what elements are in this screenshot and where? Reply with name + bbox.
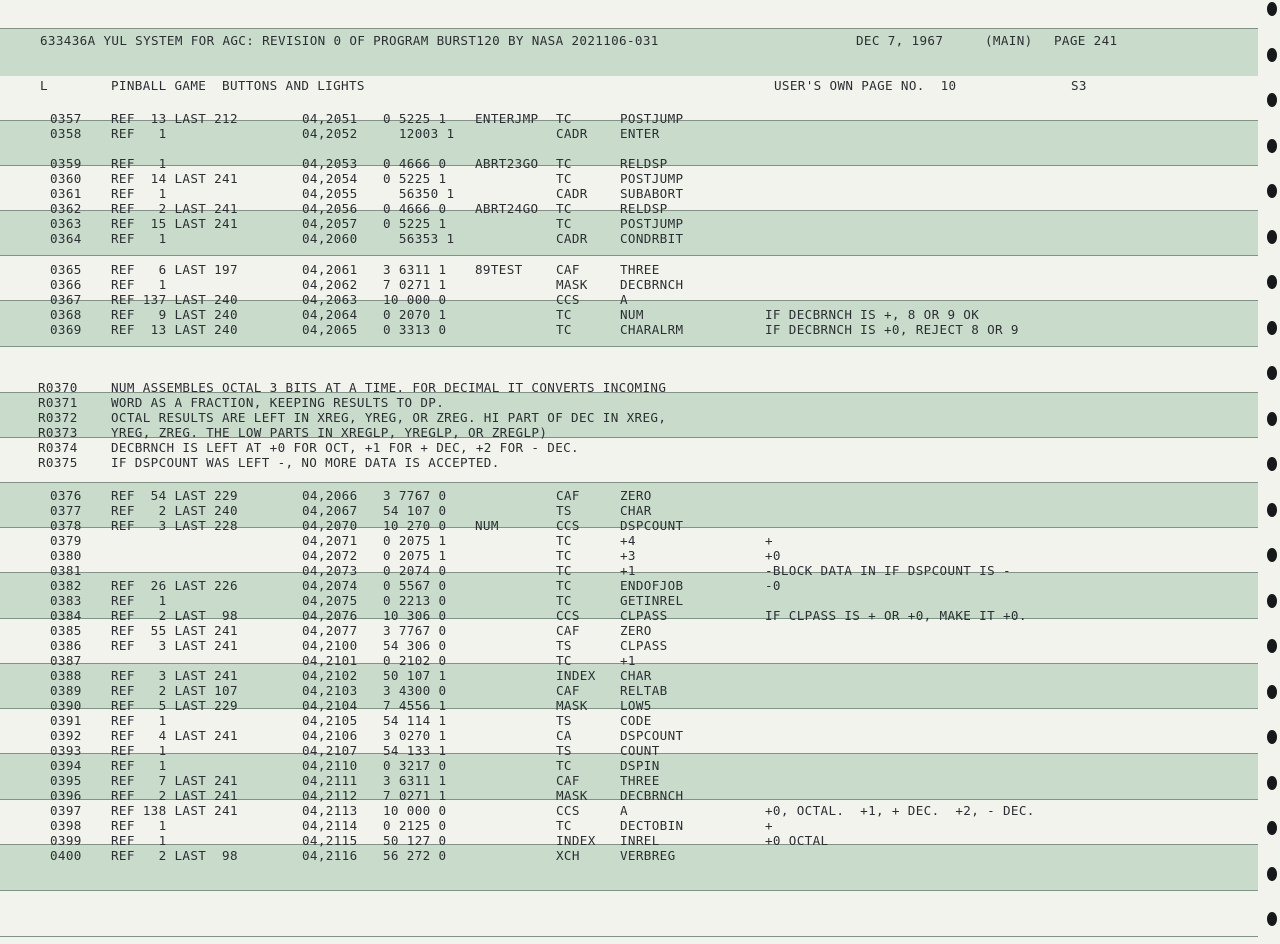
row-operand: SUBABORT	[620, 186, 684, 201]
row-opcode: CAF	[556, 262, 580, 277]
row-address: 04,2113	[302, 803, 358, 818]
row-line-number: 0368	[50, 307, 82, 322]
row-opcode: MASK	[556, 277, 588, 292]
row-address: 04,2107	[302, 743, 358, 758]
row-address: 04,2111	[302, 773, 358, 788]
row-xref: REF 1	[111, 713, 167, 728]
row-xref: REF 55 LAST 241	[111, 623, 238, 638]
remark-line-number: R0370	[38, 380, 78, 395]
band-rule	[0, 890, 1258, 891]
feed-hole	[1267, 139, 1277, 153]
row-opcode: TC	[556, 307, 572, 322]
row-address: 04,2053	[302, 156, 358, 171]
row-opcode: TC	[556, 156, 572, 171]
row-octal-word: 54 107 0	[383, 503, 447, 518]
row-operand: LOW5	[620, 698, 652, 713]
row-label: 89TEST	[475, 262, 523, 277]
row-operand: DECTOBIN	[620, 818, 684, 833]
row-opcode: CCS	[556, 803, 580, 818]
row-opcode: TC	[556, 593, 572, 608]
row-line-number: 0383	[50, 593, 82, 608]
row-octal-word: 0 2075 1	[383, 533, 447, 548]
row-address: 04,2052	[302, 126, 358, 141]
row-octal-word: 0 4666 0	[383, 201, 447, 216]
row-comment: +0	[765, 548, 781, 563]
feed-hole	[1267, 867, 1277, 881]
row-opcode: INDEX	[556, 833, 596, 848]
row-operand: CLPASS	[620, 608, 668, 623]
row-label: ABRT23GO	[475, 156, 539, 171]
row-octal-word: 56 272 0	[383, 848, 447, 863]
row-line-number: 0357	[50, 111, 82, 126]
row-opcode: TC	[556, 563, 572, 578]
row-opcode: CAF	[556, 623, 580, 638]
row-xref: REF 5 LAST 229	[111, 698, 238, 713]
row-address: 04,2110	[302, 758, 358, 773]
row-xref: REF 3 LAST 228	[111, 518, 238, 533]
row-opcode: XCH	[556, 848, 580, 863]
feed-hole	[1267, 821, 1277, 835]
row-octal-word: 56350 1	[383, 186, 455, 201]
row-xref: REF 6 LAST 197	[111, 262, 238, 277]
row-operand: COUNT	[620, 743, 660, 758]
row-opcode: TC	[556, 533, 572, 548]
row-opcode: CCS	[556, 292, 580, 307]
row-octal-word: 54 306 0	[383, 638, 447, 653]
row-line-number: 0386	[50, 638, 82, 653]
feed-hole	[1267, 321, 1277, 335]
row-xref: REF 1	[111, 743, 167, 758]
row-operand: CHAR	[620, 668, 652, 683]
row-operand: RELDSP	[620, 201, 668, 216]
row-line-number: 0395	[50, 773, 82, 788]
row-xref: REF 2 LAST 107	[111, 683, 238, 698]
row-operand: A	[620, 292, 628, 307]
row-label: ABRT24GO	[475, 201, 539, 216]
row-address: 04,2112	[302, 788, 358, 803]
row-operand: THREE	[620, 262, 660, 277]
row-address: 04,2071	[302, 533, 358, 548]
row-line-number: 0390	[50, 698, 82, 713]
row-line-number: 0377	[50, 503, 82, 518]
row-comment: IF DECBRNCH IS +0, REJECT 8 OR 9	[765, 322, 1019, 337]
feed-hole	[1267, 275, 1277, 289]
row-operand: +1	[620, 653, 636, 668]
row-octal-word: 0 5567 0	[383, 578, 447, 593]
row-comment: +0 OCTAL	[765, 833, 829, 848]
row-octal-word: 3 6311 1	[383, 773, 447, 788]
row-operand: DECBRNCH	[620, 277, 684, 292]
subheader-title: PINBALL GAME BUTTONS AND LIGHTS	[111, 78, 365, 93]
row-opcode: CAF	[556, 683, 580, 698]
row-address: 04,2061	[302, 262, 358, 277]
row-address: 04,2065	[302, 322, 358, 337]
row-operand: RELTAB	[620, 683, 668, 698]
row-line-number: 0394	[50, 758, 82, 773]
row-line-number: 0393	[50, 743, 82, 758]
row-line-number: 0365	[50, 262, 82, 277]
row-xref: REF 14 LAST 241	[111, 171, 238, 186]
feed-hole	[1267, 230, 1277, 244]
row-address: 04,2074	[302, 578, 358, 593]
remark-line-number: R0371	[38, 395, 78, 410]
row-octal-word: 0 2070 1	[383, 307, 447, 322]
row-operand: ENDOFJOB	[620, 578, 684, 593]
row-address: 04,2051	[302, 111, 358, 126]
row-octal-word: 0 5225 1	[383, 111, 447, 126]
row-address: 04,2076	[302, 608, 358, 623]
row-operand: CHARALRM	[620, 322, 684, 337]
row-label: NUM	[475, 518, 499, 533]
row-line-number: 0364	[50, 231, 82, 246]
row-operand: DSPCOUNT	[620, 518, 684, 533]
row-address: 04,2066	[302, 488, 358, 503]
row-operand: NUM	[620, 307, 644, 322]
row-line-number: 0382	[50, 578, 82, 593]
row-octal-word: 3 7767 0	[383, 488, 447, 503]
row-operand: INREL	[620, 833, 660, 848]
row-xref: REF 2 LAST 240	[111, 503, 238, 518]
row-octal-word: 0 4666 0	[383, 156, 447, 171]
remark-line-number: R0374	[38, 440, 78, 455]
header-date: DEC 7, 1967	[856, 33, 944, 48]
row-octal-word: 10 000 0	[383, 292, 447, 307]
row-opcode: CADR	[556, 126, 588, 141]
row-comment: IF DECBRNCH IS +, 8 OR 9 OK	[765, 307, 980, 322]
row-address: 04,2073	[302, 563, 358, 578]
band-rule	[0, 936, 1258, 937]
row-label: ENTERJMP	[475, 111, 539, 126]
row-address: 04,2101	[302, 653, 358, 668]
row-address: 04,2054	[302, 171, 358, 186]
row-comment: -0	[765, 578, 781, 593]
remark-text: DECBRNCH IS LEFT AT +0 FOR OCT, +1 FOR + DEC, +2 FOR - DEC.	[111, 440, 579, 455]
row-xref: REF 3 LAST 241	[111, 668, 238, 683]
row-address: 04,2070	[302, 518, 358, 533]
row-line-number: 0366	[50, 277, 82, 292]
row-address: 04,2064	[302, 307, 358, 322]
row-octal-word: 0 3313 0	[383, 322, 447, 337]
row-xref: REF 137 LAST 240	[111, 292, 238, 307]
row-opcode: INDEX	[556, 668, 596, 683]
row-address: 04,2115	[302, 833, 358, 848]
row-address: 04,2114	[302, 818, 358, 833]
row-opcode: CA	[556, 728, 572, 743]
remark-text: WORD AS A FRACTION, KEEPING RESULTS TO DP.	[111, 395, 445, 410]
row-xref: REF 1	[111, 818, 167, 833]
remark-line-number: R0373	[38, 425, 78, 440]
row-address: 04,2102	[302, 668, 358, 683]
row-address: 04,2103	[302, 683, 358, 698]
feed-hole	[1267, 685, 1277, 699]
row-xref: REF 1	[111, 231, 167, 246]
feed-hole	[1267, 366, 1277, 380]
row-xref: REF 9 LAST 240	[111, 307, 238, 322]
row-address: 04,2072	[302, 548, 358, 563]
row-xref: REF 4 LAST 241	[111, 728, 238, 743]
row-address: 04,2067	[302, 503, 358, 518]
row-octal-word: 0 5225 1	[383, 171, 447, 186]
row-octal-word: 0 3217 0	[383, 758, 447, 773]
row-octal-word: 10 270 0	[383, 518, 447, 533]
row-xref: REF 2 LAST 98	[111, 608, 238, 623]
row-line-number: 0360	[50, 171, 82, 186]
row-line-number: 0363	[50, 216, 82, 231]
feed-hole	[1267, 776, 1277, 790]
row-octal-word: 0 2075 1	[383, 548, 447, 563]
feed-hole	[1267, 412, 1277, 426]
row-octal-word: 7 0271 1	[383, 277, 447, 292]
row-opcode: MASK	[556, 788, 588, 803]
row-opcode: TC	[556, 322, 572, 337]
row-operand: ENTER	[620, 126, 660, 141]
row-xref: REF 13 LAST 212	[111, 111, 238, 126]
row-operand: ZERO	[620, 488, 652, 503]
row-operand: POSTJUMP	[620, 171, 684, 186]
feed-hole	[1267, 184, 1277, 198]
row-opcode: CAF	[556, 488, 580, 503]
row-line-number: 0376	[50, 488, 82, 503]
row-operand: RELDSP	[620, 156, 668, 171]
row-opcode: CCS	[556, 518, 580, 533]
row-address: 04,2057	[302, 216, 358, 231]
row-xref: REF 3 LAST 241	[111, 638, 238, 653]
row-line-number: 0398	[50, 818, 82, 833]
row-xref: REF 1	[111, 758, 167, 773]
row-octal-word: 3 7767 0	[383, 623, 447, 638]
row-operand: DSPCOUNT	[620, 728, 684, 743]
row-operand: VERBREG	[620, 848, 676, 863]
row-address: 04,2075	[302, 593, 358, 608]
row-opcode: TC	[556, 216, 572, 231]
feed-hole	[1267, 912, 1277, 926]
remark-text: YREG, ZREG. THE LOW PARTS IN XREGLP, YREGLP, OR ZREGLP)	[111, 425, 548, 440]
feed-hole	[1267, 93, 1277, 107]
row-line-number: 0381	[50, 563, 82, 578]
row-operand: CHAR	[620, 503, 652, 518]
row-xref: REF 1	[111, 277, 167, 292]
feed-hole	[1267, 548, 1277, 562]
row-xref: REF 54 LAST 229	[111, 488, 238, 503]
row-opcode: TC	[556, 818, 572, 833]
row-xref: REF 138 LAST 241	[111, 803, 238, 818]
row-xref: REF 2 LAST 241	[111, 201, 238, 216]
row-operand: POSTJUMP	[620, 111, 684, 126]
row-octal-word: 54 114 1	[383, 713, 447, 728]
row-octal-word: 12003 1	[383, 126, 455, 141]
row-operand: DSPIN	[620, 758, 660, 773]
row-address: 04,2060	[302, 231, 358, 246]
subheader-column-code: L	[40, 78, 48, 93]
row-opcode: TC	[556, 201, 572, 216]
row-opcode: CAF	[556, 773, 580, 788]
row-operand: DECBRNCH	[620, 788, 684, 803]
row-comment: IF CLPASS IS + OR +0, MAKE IT +0.	[765, 608, 1027, 623]
remark-line-number: R0372	[38, 410, 78, 425]
row-octal-word: 0 5225 1	[383, 216, 447, 231]
row-opcode: CADR	[556, 231, 588, 246]
row-octal-word: 3 4300 0	[383, 683, 447, 698]
row-xref: REF 2 LAST 98	[111, 848, 238, 863]
feed-hole	[1267, 639, 1277, 653]
row-opcode: CADR	[556, 186, 588, 201]
row-operand: +4	[620, 533, 636, 548]
feed-hole	[1267, 48, 1277, 62]
remark-text: IF DSPCOUNT WAS LEFT -, NO MORE DATA IS ACCEPTED.	[111, 455, 500, 470]
row-opcode: TC	[556, 548, 572, 563]
row-line-number: 0389	[50, 683, 82, 698]
row-comment: +0, OCTAL. +1, + DEC. +2, - DEC.	[765, 803, 1035, 818]
row-operand: THREE	[620, 773, 660, 788]
row-line-number: 0379	[50, 533, 82, 548]
header-page: PAGE 241	[1054, 33, 1118, 48]
row-octal-word: 0 2125 0	[383, 818, 447, 833]
row-line-number: 0384	[50, 608, 82, 623]
row-opcode: MASK	[556, 698, 588, 713]
row-xref: REF 1	[111, 833, 167, 848]
row-comment: +	[765, 818, 773, 833]
row-address: 04,2104	[302, 698, 358, 713]
row-xref: REF 1	[111, 186, 167, 201]
users-page-number: USER'S OWN PAGE NO. 10	[774, 78, 957, 93]
row-octal-word: 3 6311 1	[383, 262, 447, 277]
row-xref: REF 26 LAST 226	[111, 578, 238, 593]
row-octal-word: 54 133 1	[383, 743, 447, 758]
header-line: 633436A YUL SYSTEM FOR AGC: REVISION 0 OF PROGRAM BURST120 BY NASA 2021106-031	[40, 33, 659, 48]
row-opcode: TC	[556, 758, 572, 773]
row-address: 04,2106	[302, 728, 358, 743]
row-address: 04,2055	[302, 186, 358, 201]
row-operand: CODE	[620, 713, 652, 728]
row-line-number: 0361	[50, 186, 82, 201]
row-line-number: 0400	[50, 848, 82, 863]
row-octal-word: 7 0271 1	[383, 788, 447, 803]
row-address: 04,2063	[302, 292, 358, 307]
row-opcode: CCS	[556, 608, 580, 623]
row-xref: REF 15 LAST 241	[111, 216, 238, 231]
row-address: 04,2077	[302, 623, 358, 638]
feed-hole	[1267, 594, 1277, 608]
row-line-number: 0367	[50, 292, 82, 307]
row-address: 04,2056	[302, 201, 358, 216]
row-line-number: 0358	[50, 126, 82, 141]
row-line-number: 0362	[50, 201, 82, 216]
row-line-number: 0399	[50, 833, 82, 848]
row-xref: REF 2 LAST 241	[111, 788, 238, 803]
feed-hole	[1267, 503, 1277, 517]
row-octal-word: 10 000 0	[383, 803, 447, 818]
row-opcode: TS	[556, 743, 572, 758]
row-operand: +1	[620, 563, 636, 578]
row-line-number: 0385	[50, 623, 82, 638]
row-line-number: 0387	[50, 653, 82, 668]
row-address: 04,2105	[302, 713, 358, 728]
row-comment: +	[765, 533, 773, 548]
row-line-number: 0380	[50, 548, 82, 563]
row-address: 04,2062	[302, 277, 358, 292]
header-main: (MAIN)	[985, 33, 1033, 48]
row-operand: CONDRBIT	[620, 231, 684, 246]
row-address: 04,2116	[302, 848, 358, 863]
row-line-number: 0359	[50, 156, 82, 171]
row-operand: GETINREL	[620, 593, 684, 608]
row-xref: REF 1	[111, 593, 167, 608]
row-octal-word: 0 2213 0	[383, 593, 447, 608]
row-line-number: 0391	[50, 713, 82, 728]
row-operand: POSTJUMP	[620, 216, 684, 231]
row-operand: +3	[620, 548, 636, 563]
row-octal-word: 0 2074 0	[383, 563, 447, 578]
row-operand: ZERO	[620, 623, 652, 638]
row-opcode: TC	[556, 111, 572, 126]
row-comment: -BLOCK DATA IN IF DSPCOUNT IS -	[765, 563, 1011, 578]
feed-hole	[1267, 730, 1277, 744]
feed-hole	[1267, 2, 1277, 16]
remark-line-number: R0375	[38, 455, 78, 470]
row-line-number: 0369	[50, 322, 82, 337]
row-octal-word: 0 2102 0	[383, 653, 447, 668]
row-line-number: 0388	[50, 668, 82, 683]
row-octal-word: 50 127 0	[383, 833, 447, 848]
row-xref: REF 13 LAST 240	[111, 322, 238, 337]
row-line-number: 0397	[50, 803, 82, 818]
row-line-number: 0396	[50, 788, 82, 803]
row-line-number: 0378	[50, 518, 82, 533]
row-opcode: TS	[556, 638, 572, 653]
row-opcode: TS	[556, 503, 572, 518]
row-opcode: TS	[556, 713, 572, 728]
row-octal-word: 56353 1	[383, 231, 455, 246]
row-xref: REF 1	[111, 126, 167, 141]
remark-text: OCTAL RESULTS ARE LEFT IN XREG, YREG, OR ZREG. HI PART OF DEC IN XREG,	[111, 410, 667, 425]
row-line-number: 0392	[50, 728, 82, 743]
feed-hole	[1267, 457, 1277, 471]
row-octal-word: 50 107 1	[383, 668, 447, 683]
row-opcode: TC	[556, 171, 572, 186]
row-octal-word: 10 306 0	[383, 608, 447, 623]
row-octal-word: 7 4556 1	[383, 698, 447, 713]
subheader-section-code: S3	[1071, 78, 1087, 93]
row-xref: REF 1	[111, 156, 167, 171]
row-opcode: TC	[556, 653, 572, 668]
remark-text: NUM ASSEMBLES OCTAL 3 BITS AT A TIME. FOR DECIMAL IT CONVERTS INCOMING	[111, 380, 667, 395]
row-octal-word: 3 0270 1	[383, 728, 447, 743]
row-operand: A	[620, 803, 628, 818]
row-opcode: TC	[556, 578, 572, 593]
row-xref: REF 7 LAST 241	[111, 773, 238, 788]
row-operand: CLPASS	[620, 638, 668, 653]
row-address: 04,2100	[302, 638, 358, 653]
